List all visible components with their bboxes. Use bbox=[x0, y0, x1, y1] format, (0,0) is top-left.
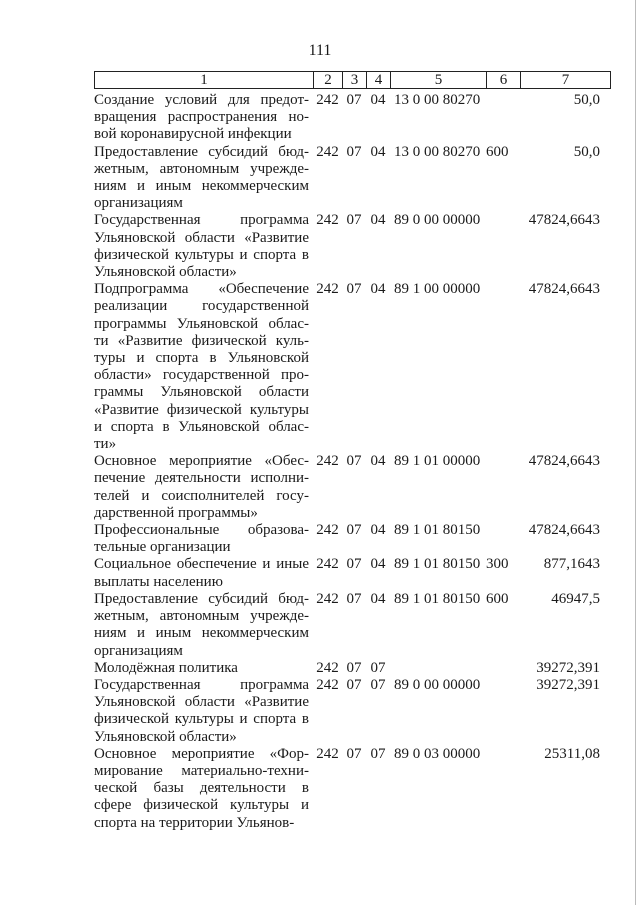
header-col-2: 2 bbox=[314, 72, 343, 89]
table-row bbox=[94, 212, 610, 281]
row-cell-c5: 89 0 00 00000 bbox=[394, 212, 481, 229]
row-cell-c5: 89 0 00 00000 bbox=[394, 676, 481, 693]
row-cell-c3: 07 bbox=[346, 92, 362, 108]
row-cell-c3: 07 bbox=[346, 143, 362, 160]
row-name-cell: Предоставление субсидий бюд-жетным, автономным учрежде-ниям и иным некоммерческим организациям bbox=[94, 143, 309, 212]
row-cell-c4: 04 bbox=[370, 92, 386, 108]
row-cell-c6: 600 bbox=[486, 143, 509, 160]
row-cell-c2: 242 bbox=[316, 281, 339, 298]
table-header bbox=[94, 71, 611, 89]
row-cell-c2: 242 bbox=[316, 676, 339, 693]
table-row bbox=[94, 660, 610, 677]
row-cell-c7: 39272,391 bbox=[536, 659, 600, 676]
row-cell-c4: 04 bbox=[370, 556, 386, 573]
row-cell-c3: 07 bbox=[346, 556, 362, 573]
table-row bbox=[94, 591, 610, 660]
row-cell-c7: 877,1643 bbox=[543, 556, 600, 573]
row-cell-c3: 07 bbox=[346, 745, 362, 762]
row-cell-c4: 04 bbox=[370, 590, 386, 607]
row-cell-c4: 07 bbox=[370, 676, 386, 693]
row-cell-c7: 50,0 bbox=[573, 143, 600, 160]
row-name-cell: Создание условий для предот-вращения распространения но-вой коронавирусной инфекции bbox=[94, 92, 309, 143]
table-row bbox=[94, 92, 610, 144]
row-cell-c5: 13 0 00 80270 bbox=[394, 92, 481, 108]
row-cell-c3: 07 bbox=[346, 212, 362, 229]
row-cell-c6 bbox=[486, 212, 520, 281]
header-col-6: 6 bbox=[487, 72, 521, 89]
row-cell-c7: 39272,391 bbox=[536, 676, 600, 693]
row-cell-c7: 47824,6643 bbox=[528, 281, 600, 298]
row-cell-c3: 07 bbox=[346, 522, 362, 539]
row-cell-c4: 07 bbox=[370, 745, 386, 762]
row-cell-c6 bbox=[486, 92, 520, 144]
row-cell-c5: 13 0 00 80270 bbox=[394, 143, 481, 160]
row-cell-c6 bbox=[486, 522, 520, 556]
table-row bbox=[94, 281, 610, 453]
row-cell-c7: 47824,6643 bbox=[528, 453, 600, 470]
row-cell-c5: 89 1 00 00000 bbox=[394, 281, 481, 298]
row-cell-c2: 242 bbox=[316, 92, 339, 108]
row-name-cell: Социальное обеспечение и иные выплаты населению bbox=[94, 556, 309, 590]
row-cell-c6 bbox=[486, 677, 520, 746]
table-row bbox=[94, 746, 610, 832]
row-cell-c3: 07 bbox=[346, 676, 362, 693]
row-cell-c2: 242 bbox=[316, 143, 339, 160]
row-cell-c2: 242 bbox=[316, 659, 339, 676]
row-cell-c4: 04 bbox=[370, 453, 386, 470]
header-col-7: 7 bbox=[521, 72, 611, 89]
row-cell-c3: 07 bbox=[346, 453, 362, 470]
row-name-cell: Предоставление субсидий бюд-жетным, автономным учрежде-ниям и иным некоммерческим организациям bbox=[94, 590, 309, 659]
row-cell-c7: 50,0 bbox=[573, 92, 600, 108]
row-cell-c3: 07 bbox=[346, 659, 362, 676]
row-cell-c4: 07 bbox=[370, 659, 386, 676]
row-cell-c4: 04 bbox=[370, 212, 386, 229]
page-edge bbox=[635, 0, 636, 905]
row-cell-c6 bbox=[486, 746, 520, 832]
row-cell-c5: 89 1 01 80150 bbox=[394, 556, 481, 573]
header-col-5: 5 bbox=[391, 72, 487, 89]
row-cell-c4: 04 bbox=[370, 281, 386, 298]
row-cell-c7: 25311,08 bbox=[544, 745, 600, 762]
row-cell-c6: 600 bbox=[486, 590, 509, 607]
row-cell-c6 bbox=[486, 660, 520, 677]
row-cell-c3: 07 bbox=[346, 590, 362, 607]
row-cell-c5: 89 1 01 80150 bbox=[394, 522, 481, 539]
table-row bbox=[94, 522, 610, 556]
budget-table bbox=[94, 92, 610, 832]
row-name-cell: Государственная программа Ульяновской области «Развитие физической культуры и спорта в Ульяновской области» bbox=[94, 676, 309, 745]
row-cell-c5: 89 0 03 00000 bbox=[394, 745, 481, 762]
row-cell-c3: 07 bbox=[346, 281, 362, 298]
row-cell-c4: 04 bbox=[370, 522, 386, 539]
row-cell-c2: 242 bbox=[316, 556, 339, 573]
row-cell-c2: 242 bbox=[316, 745, 339, 762]
row-cell-c5 bbox=[390, 660, 486, 677]
table-row bbox=[94, 144, 610, 213]
row-name-cell: Подпрограмма «Обеспечение реализации государственной программы Ульяновской облас-ти «Развитие физической куль-туры и спорта в Ульяновской области» государственной про-граммы Ульяновской области «Развитие физической культуры и спорта в Ульяновской облас-ти» bbox=[94, 281, 309, 453]
row-name-cell: Основное мероприятие «Обес-печение деятельности исполни-телей и соисполнителей госу-дарственной программы» bbox=[94, 453, 309, 521]
row-cell-c2: 242 bbox=[316, 590, 339, 607]
table-row bbox=[94, 677, 610, 746]
row-name-cell: Молодёжная политика bbox=[94, 659, 238, 676]
header-col-3: 3 bbox=[343, 72, 367, 89]
row-cell-c5: 89 1 01 80150 bbox=[394, 590, 481, 607]
row-cell-c4: 04 bbox=[370, 143, 386, 160]
table-row bbox=[94, 453, 610, 522]
row-name-cell: Профессиональные образова-тельные организации bbox=[94, 522, 309, 556]
row-cell-c6: 300 bbox=[486, 556, 509, 573]
row-cell-c2: 242 bbox=[316, 453, 339, 470]
row-name-cell: Государственная программа Ульяновской области «Развитие физической культуры и спорта в Ульяновской области» bbox=[94, 212, 309, 281]
row-cell-c5: 89 1 01 00000 bbox=[394, 453, 481, 470]
header-col-4: 4 bbox=[367, 72, 391, 89]
row-name-cell: Основное мероприятие «Фор-мирование материально-техни-ческой базы деятельности в сфере физической культуры и спорта на территории Ульянов- bbox=[94, 745, 309, 831]
row-cell-c2: 242 bbox=[316, 212, 339, 229]
row-cell-c6 bbox=[486, 453, 520, 522]
row-cell-c7: 47824,6643 bbox=[528, 522, 600, 539]
row-cell-c7: 47824,6643 bbox=[528, 212, 600, 229]
table-row bbox=[94, 556, 610, 590]
page-number: 111 bbox=[308, 42, 332, 59]
header-col-1: 1 bbox=[95, 72, 314, 89]
row-cell-c2: 242 bbox=[316, 522, 339, 539]
row-cell-c6 bbox=[486, 281, 520, 453]
row-cell-c7: 46947,5 bbox=[551, 590, 600, 607]
